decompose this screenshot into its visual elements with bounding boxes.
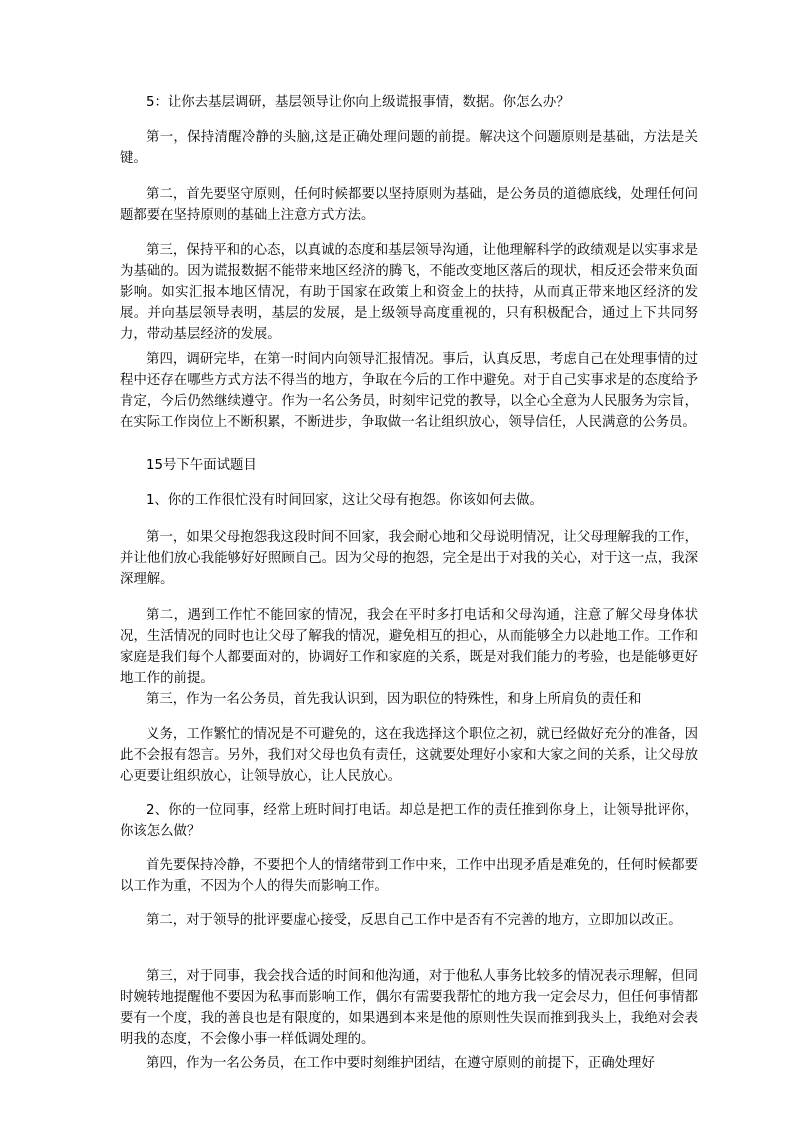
answer-paragraph: 第四，作为一名公务员，在工作中要时刻维护团结，在遵守原则的前提下，正确处理好: [146, 1056, 655, 1071]
answer-paragraph: 首先要保持冷静，不要把个人的情绪带到工作中来，工作中出现矛盾是难免的，任何时候都要以工作为重，不因为个人的得失而影响工作。: [120, 858, 698, 894]
section-heading: 15号下午面试题目: [146, 458, 257, 473]
answer-paragraph: 第四，调研完毕，在第一时间内向领导汇报情况。事后，认真反思，考虑自己在处理事情的过程中还存在哪些方式方法不得当的地方，争取在今后的工作中避免。对于自己实事求是的态度给予肯定，今后仍然继续遵守。作为一名公务员，时刻牢记党的教导，以全心全意为人民服务为宗旨，在实际工作岗位上不断积累，不断进步，争取做一名让组织放心，领导信任，人民满意的公务员。: [120, 352, 698, 430]
question-5-heading: 5：让你去基层调研，基层领导让你向上级谎报事情，数据。你怎么办？: [146, 95, 570, 110]
answer-paragraph: 第三，对于同事，我会找合适的时间和他沟通，对于他私人事务比较多的情况表示理解，但同时婉转地提醒他不要因为私事而影响工作，偶尔有需要我帮忙的地方我一定会尽力，但任何事情都要有一个度，我的善良也是有限度的，如果遇到本来是他的原则性失误而推到我头上，我绝对会表明我的态度，不会像小事一样低调处理的。: [120, 969, 698, 1047]
answer-paragraph: 第二，遇到工作忙不能回家的情况，我会在平时多打电话和父母沟通，注意了解父母身体状况，生活情况的同时也让父母了解我的情况，避免相互的担心，从而能够全力以赴地工作。工作和家庭是我们每个人都要面对的，协调好工作和家庭的关系，既是对我们能力的考验，也是能够更好地工作的前提。: [120, 608, 698, 686]
question-1-heading: 1、你的工作很忙没有时间回家，这让父母有抱怨。你该如何去做。: [146, 493, 543, 508]
question-2-heading: 2、你的一位同事，经常上班时间打电话。却总是把工作的责任推到你身上，让领导批评你，你该怎么做？: [120, 803, 698, 839]
answer-paragraph: 第二，对于领导的批评要虚心接受，反思自己工作中是否有不完善的地方，立即加以改正。: [146, 913, 682, 928]
answer-paragraph: 第三，作为一名公务员，首先我认识到，因为职位的特殊性，和身上所肩负的责任和: [146, 692, 642, 707]
answer-paragraph: 第二，首先要坚守原则，任何时候都要以坚持原则为基础，是公务员的道德底线，处理任何问题都要在坚持原则的基础上注意方式方法。: [120, 187, 698, 223]
answer-paragraph: 第一，如果父母抱怨我这段时间不回家，我会耐心地和父母说明情况，让父母理解我的工作，并让他们放心我能够好好照顾自己。因为父母的抱怨，完全是出于对我的关心，对于这一点，我深深理解。: [120, 530, 698, 587]
answer-paragraph: 义务，工作繁忙的情况是不可避免的，这在我选择这个职位之初，就已经做好充分的准备，因此不会报有怨言。另外，我们对父母也负有责任，这就要处理好小家和大家之间的关系，让父母放心更要让组织放心，让领导放心，让人民放心。: [120, 727, 698, 784]
answer-paragraph: 第三，保持平和的心态，以真诚的态度和基层领导沟通，让他理解科学的政绩观是以实事求是为基础的。因为谎报数据不能带来地区经济的腾飞，不能改变地区落后的现状，相反还会带来负面影响。如实汇报本地区情况，有助于国家在政策上和资金上的扶持，从而真正带来地区经济的发展。并向基层领导表明，基层的发展，是上级领导高度重视的，只有积极配合，通过上下共同努力，带动基层经济的发展。: [120, 243, 698, 342]
answer-paragraph: 第一，保持清醒冷静的头脑,这是正确处理问题的前提。解决这个问题原则是基础，方法是关键。: [120, 130, 698, 166]
